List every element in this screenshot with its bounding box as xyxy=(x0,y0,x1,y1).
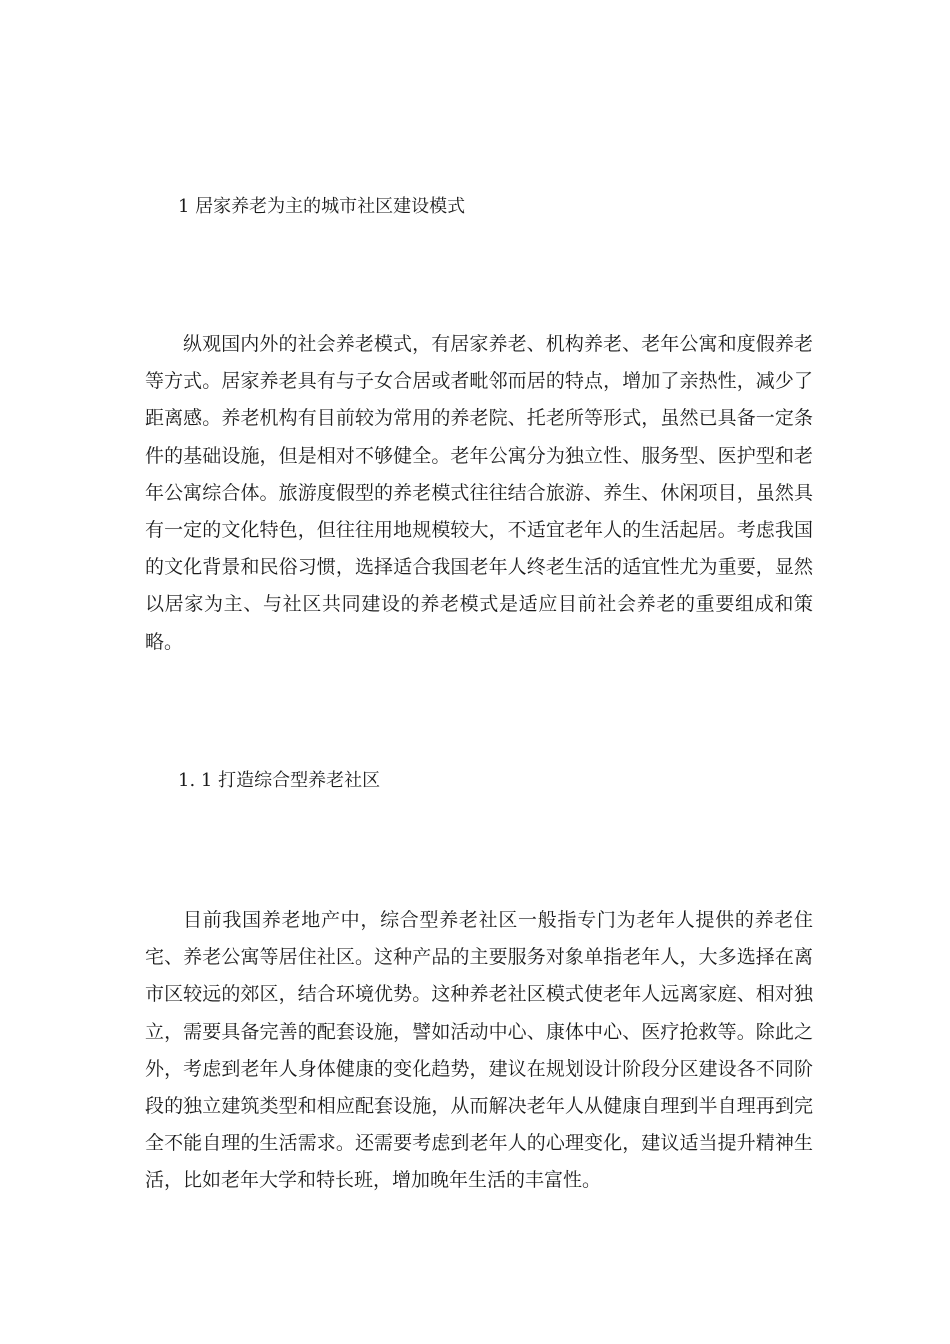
section-heading: 1 居家养老为主的城市社区建设模式 xyxy=(178,196,466,217)
subsection-heading: 1. 1 打造综合型养老社区 xyxy=(178,770,381,791)
body-paragraph: 目前我国养老地产中，综合型养老社区一般指专门为老年人提供的养老住宅、养老公寓等居住社区。这种产品的主要服务对象单指老年人，大多选择在离市区较远的郊区，结合环境优势。这种养老社区模式使老年人远离家庭、相对独立，需要具备完善的配套设施，譬如活动中心、康体中心、医疗抢救等。除此之外，考虑到老年人身体健康的变化趋势，建议在规划设计阶段分区建设各不同阶段的独立建筑类型和相应配套设施，从而解决老年人从健康自理到半自理再到完全不能自理的生活需求。还需要考虑到老年人的心理变化，建议适当提升精神生活，比如老年大学和特长班，增加晚年生活的丰富性。 xyxy=(145,909,813,1192)
body-paragraph: 纵观国内外的社会养老模式，有居家养老、机构养老、老年公寓和度假养老等方式。居家养老具有与子女合居或者毗邻而居的特点，增加了亲热性，减少了距离感。养老机构有目前较为常用的养老院、托老所等形式，虽然已具备一定条件的基础设施，但是相对不够健全。老年公寓分为独立性、服务型、医护型和老年公寓综合体。旅游度假型的养老模式往往结合旅游、养生、休闲项目，虽然具有一定的文化特色，但往往用地规模较大，不适宜老年人的生活起居。考虑我国的文化背景和民俗习惯，选择适合我国老年人终老生活的适宜性尤为重要，显然以居家为主、与社区共同建设的养老模式是适应目前社会养老的重要组成和策略。 xyxy=(145,333,813,653)
